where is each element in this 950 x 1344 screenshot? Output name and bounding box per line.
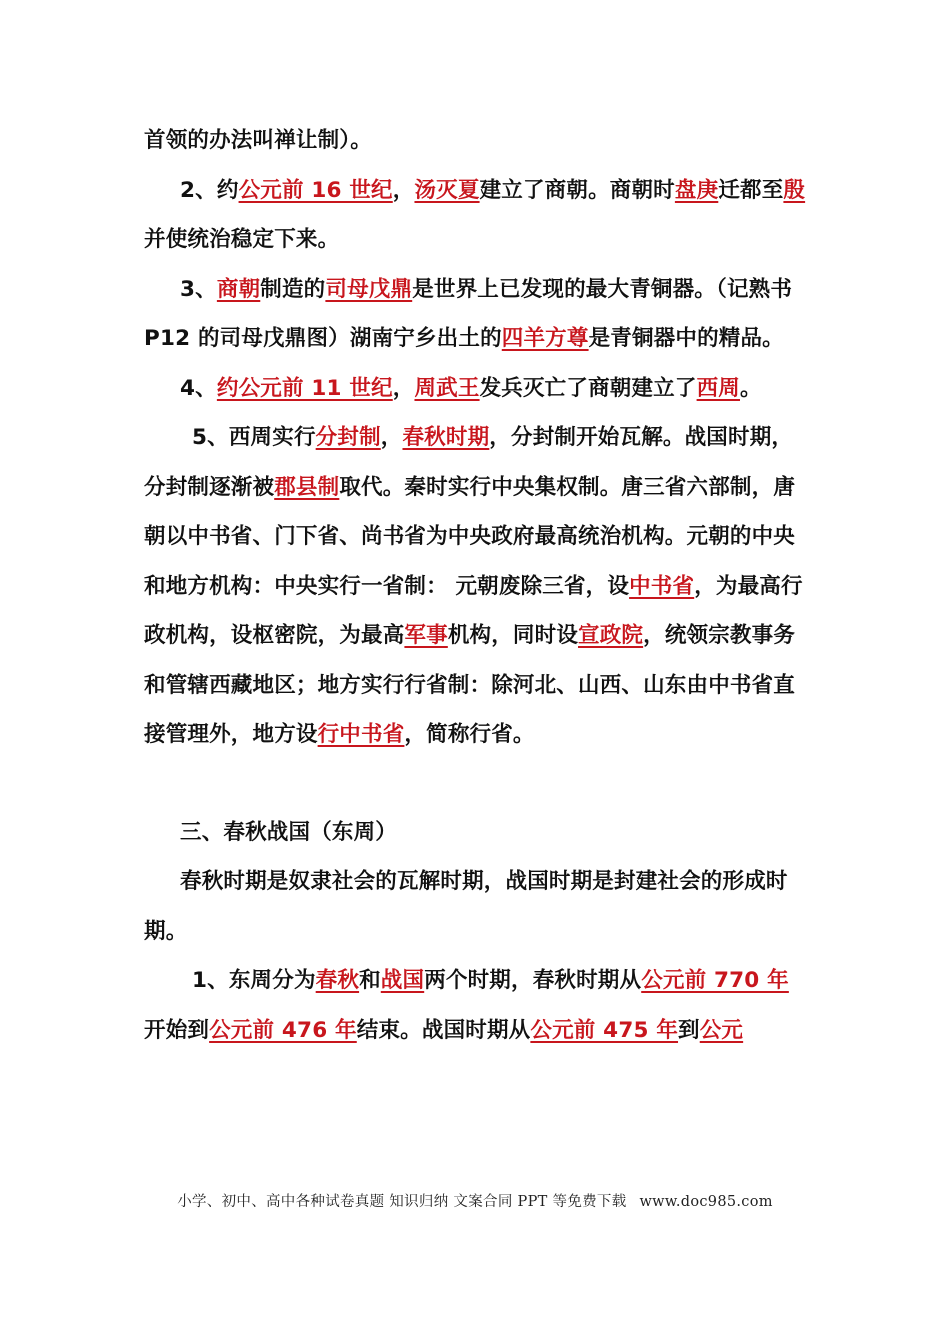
text-run: 发兵灭亡了商朝建立了 bbox=[479, 375, 697, 401]
text-run: 是世界上已发现的最大青铜器。（记熟书 P12 的司母戊鼎图）湖南宁乡出土的 bbox=[144, 276, 793, 351]
key-term: 公元前 475 年 bbox=[530, 1017, 679, 1043]
paragraph bbox=[144, 265, 810, 364]
text-run: 是青铜器中的精品。 bbox=[588, 326, 784, 351]
page-footer bbox=[0, 1190, 950, 1211]
text-run: 1、东周分为 bbox=[192, 968, 316, 993]
text-run: 两个时期，春秋时期从 bbox=[424, 968, 642, 993]
text-run: 到 bbox=[678, 1017, 700, 1043]
text-run: ， bbox=[392, 375, 415, 401]
paragraph bbox=[144, 808, 810, 858]
text-run: 并使统治稳定下来。 bbox=[144, 227, 340, 252]
key-term: 中书省 bbox=[629, 573, 695, 599]
paragraph bbox=[144, 956, 810, 1055]
text-run: ，分封制开始瓦解。战国时期，分封制逐渐被 bbox=[144, 425, 794, 500]
paragraph bbox=[144, 116, 810, 166]
text-run: 建立了商朝。商朝时 bbox=[479, 177, 675, 203]
paragraph bbox=[144, 857, 810, 956]
key-term: 公元前 770 年 bbox=[641, 968, 789, 993]
key-term: 商朝 bbox=[216, 276, 261, 302]
key-term: 汤灭夏 bbox=[414, 177, 480, 203]
text-run: 制造的 bbox=[260, 276, 326, 302]
key-term: 春秋 bbox=[315, 968, 360, 993]
text-run: 首领的办法叫禅让制）。 bbox=[144, 128, 372, 153]
text-run: 开始到 bbox=[144, 1017, 210, 1043]
key-term: 司母戊鼎 bbox=[325, 276, 413, 302]
paragraph-gap bbox=[144, 760, 810, 808]
text-run: 2、约 bbox=[180, 177, 239, 203]
paragraph bbox=[144, 364, 810, 414]
text-run: 。 bbox=[740, 375, 762, 401]
text-run: 迁都至 bbox=[718, 177, 784, 203]
footer-text: 小学、初中、高中各种试卷真题 知识归纳 文案合同 PPT 等免费下载 bbox=[177, 1194, 627, 1210]
text-run: 5、西周实行 bbox=[192, 425, 316, 450]
text-run: ，为最高行政机构，设枢密院，为最高 bbox=[144, 573, 803, 648]
key-term: 四羊方尊 bbox=[501, 326, 589, 351]
key-term: 战国 bbox=[380, 968, 425, 993]
text-run: ， bbox=[392, 177, 415, 203]
key-term: 公元前 16 世纪 bbox=[238, 177, 393, 203]
key-term: 军事 bbox=[404, 623, 448, 648]
key-term: 分封制 bbox=[315, 425, 381, 450]
text-run: ， bbox=[380, 425, 403, 450]
text-run: 和 bbox=[359, 968, 381, 993]
text-run: 结束。战国时期从 bbox=[356, 1017, 531, 1043]
key-term: 行中书省 bbox=[317, 722, 405, 747]
document-body bbox=[144, 116, 810, 1055]
text-run: ，统领宗教事务和管辖西藏地区；地方实行行省制：除河北、山西、山东由中书省直接管理外，地方设 bbox=[144, 623, 796, 747]
key-term: 郡县制 bbox=[274, 474, 340, 500]
paragraph bbox=[144, 166, 810, 265]
text-run: 三、春秋战国（东周） bbox=[180, 819, 398, 845]
key-term: 公元前 476 年 bbox=[209, 1017, 357, 1043]
key-term: 盘庚 bbox=[674, 177, 719, 203]
text-run: 春秋时期是奴隶社会的瓦解时期，战国时期是封建社会的形成时期。 bbox=[144, 869, 788, 944]
text-run: 3、 bbox=[180, 276, 217, 302]
text-run: ，简称行省。 bbox=[404, 722, 535, 747]
paragraph bbox=[144, 413, 810, 760]
key-term: 殷 bbox=[783, 177, 806, 203]
text-run: 4、 bbox=[180, 375, 217, 401]
key-term: 西周 bbox=[696, 375, 740, 401]
key-term: 周武王 bbox=[414, 375, 480, 401]
text-run: 取代。秦时实行中央集权制。唐三省六部制，唐朝以中书省、门下省、尚书省为中央政府最高统治机构。元朝的中央和地方机构：中央实行一省制： 元朝废除三省，设 bbox=[144, 474, 796, 599]
key-term: 公元 bbox=[699, 1017, 744, 1043]
footer-url[interactable]: www.doc985.com bbox=[639, 1194, 773, 1210]
key-term: 春秋时期 bbox=[402, 425, 490, 450]
key-term: 宣政院 bbox=[578, 623, 644, 648]
text-run: 机构，同时设 bbox=[447, 623, 579, 648]
key-term: 约公元前 11 世纪 bbox=[216, 375, 393, 401]
